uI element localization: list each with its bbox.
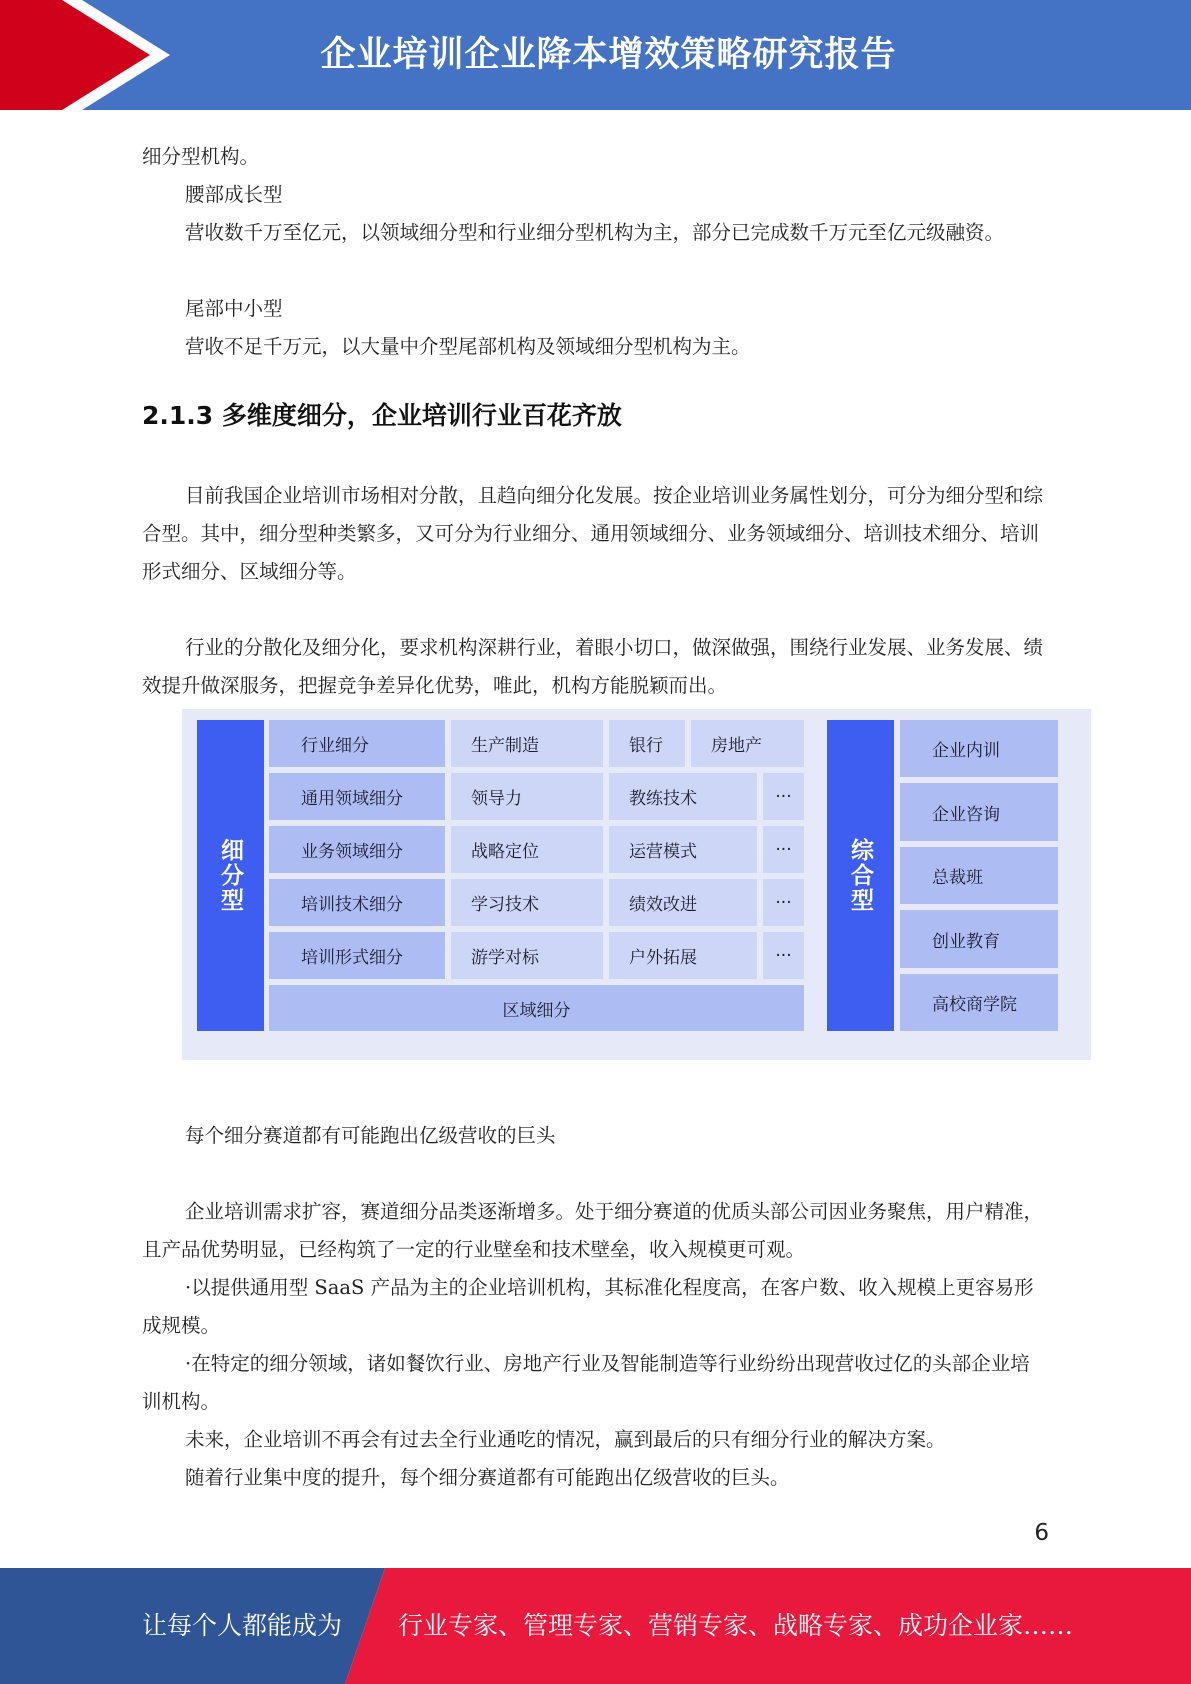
comprehensive-item: 创业教育 — [900, 910, 1058, 968]
section-heading: 2.1.3 多维度细分，企业培训行业百花齐放 — [142, 401, 622, 430]
bullet-paragraph: ·在特定的细分领域，诸如餐饮行业、房地产行业及智能制造等行业纷纷出现营收过亿的头部企业培训机构。 — [142, 1352, 1030, 1413]
category-cell: 行业细分 — [269, 720, 445, 767]
comprehensive-item: 总裁班 — [900, 847, 1058, 904]
item-cell: 领导力 — [451, 773, 603, 820]
comprehensive-item: 企业咨询 — [900, 783, 1058, 841]
item-cell: 户外拓展 — [609, 932, 757, 979]
page-number: 6 — [1034, 1520, 1049, 1546]
item-cell: 教练技术 — [609, 773, 757, 820]
right-category-label: 综合型 — [827, 720, 894, 1031]
item-cell: 战略定位 — [451, 826, 603, 873]
item-cell: 绩效改进 — [609, 879, 757, 926]
paragraph: 细分型机构。 — [142, 145, 260, 168]
paragraph: 营收不足千万元，以大量中介型尾部机构及领域细分型机构为主。 — [185, 335, 751, 358]
item-cell: 生产制造 — [451, 720, 603, 767]
comprehensive-item: 高校商学院 — [900, 974, 1058, 1031]
paragraph: 每个细分赛道都有可能跑出亿级营收的巨头 — [185, 1124, 556, 1147]
bullet-paragraph: ·以提供通用型 SaaS 产品为主的企业培训机构，其标准化程度高，在客户数、收入规模上更容易形成规模。 — [142, 1276, 1034, 1337]
item-cell: 房地产 — [691, 720, 804, 767]
category-cell: 培训形式细分 — [269, 932, 445, 979]
ellipsis-cell: ··· — [763, 932, 804, 979]
report-title: 企业培训企业降本增效策略研究报告 — [320, 35, 897, 75]
category-cell: 培训技术细分 — [269, 879, 445, 926]
paragraph: 未来，企业培训不再会有过去全行业通吃的情况，赢到最后的只有细分行业的解决方案。 — [185, 1428, 946, 1451]
page-header — [0, 0, 1191, 110]
paragraph: 随着行业集中度的提升，每个细分赛道都有可能跑出亿级营收的巨头。 — [185, 1466, 790, 1489]
paragraph: 尾部中小型 — [185, 297, 283, 320]
item-cell: 银行 — [609, 720, 685, 767]
category-cell: 通用领域细分 — [269, 773, 445, 820]
paragraph: 营收数千万至亿元，以领域细分型和行业细分型机构为主，部分已完成数千万元至亿元级融资。 — [185, 221, 1005, 244]
item-cell: 运营模式 — [609, 826, 757, 873]
comprehensive-item: 企业内训 — [900, 720, 1058, 777]
paragraph: 目前我国企业培训市场相对分散，且趋向细分化发展。按企业培训业务属性划分，可分为细分型和综合型。其中，细分型种类繁多，又可分为行业细分、通用领域细分、业务领域细分、培训技术细分、培训形式细分、区域细分等。 — [142, 484, 1044, 583]
ellipsis-cell: ··· — [763, 773, 804, 820]
item-cell: 游学对标 — [451, 932, 603, 979]
paragraph: 企业培训需求扩容，赛道细分品类逐渐增多。处于细分赛道的优质头部公司因业务聚焦，用户精准，且产品优势明显，已经构筑了一定的行业壁垒和技术壁垒，收入规模更可观。 — [142, 1200, 1044, 1261]
footer-slogan-left: 让每个人都能成为 — [142, 1611, 343, 1640]
footer-slogan-right: 行业专家、管理专家、营销专家、战略专家、成功企业家…… — [398, 1611, 1074, 1640]
paragraph: 腰部成长型 — [185, 183, 283, 206]
page-footer — [0, 1568, 1191, 1684]
ellipsis-cell: ··· — [763, 826, 804, 873]
left-category-label: 细分型 — [197, 720, 264, 1031]
regional-cell: 区域细分 — [269, 985, 804, 1031]
ellipsis-cell: ··· — [763, 879, 804, 926]
classification-diagram — [182, 709, 1091, 1060]
category-cell: 业务领域细分 — [269, 826, 445, 873]
paragraph: 行业的分散化及细分化，要求机构深耕行业，着眼小切口，做深做强，围绕行业发展、业务发展、绩效提升做深服务，把握竞争差异化优势，唯此，机构方能脱颖而出。 — [142, 636, 1044, 697]
item-cell: 学习技术 — [451, 879, 603, 926]
